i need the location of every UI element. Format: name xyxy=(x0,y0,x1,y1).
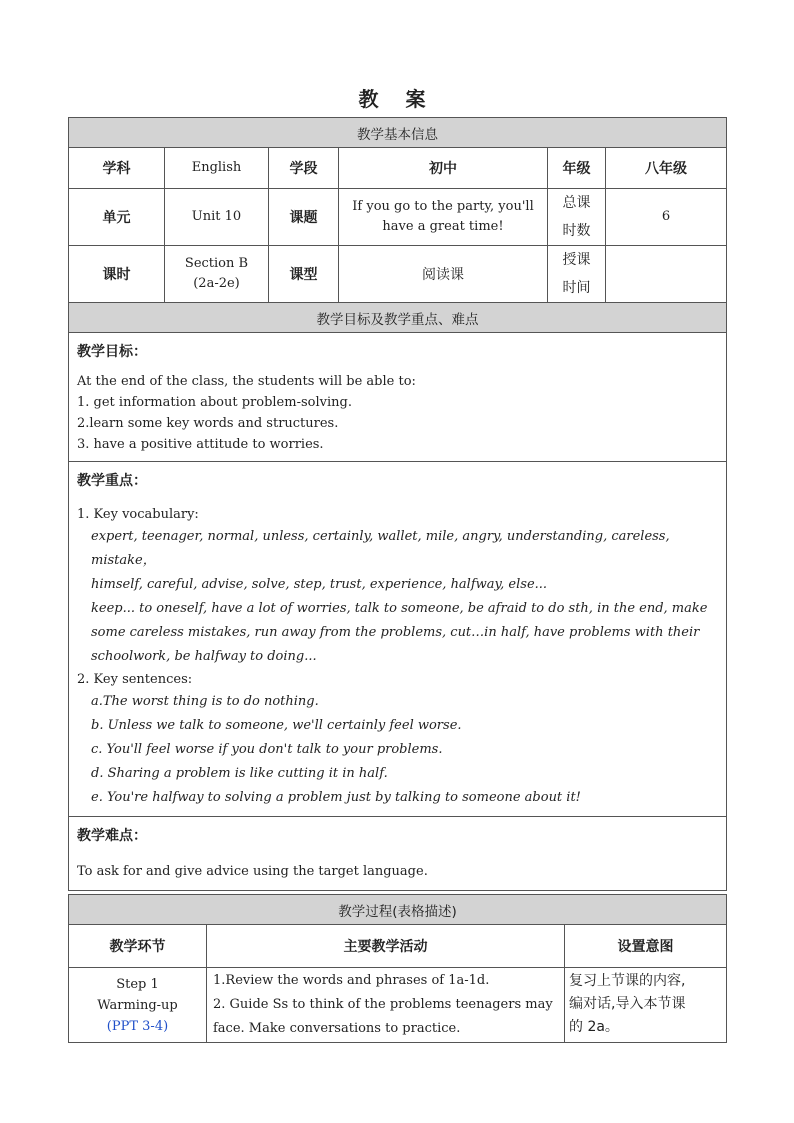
objectives-band: 教学目标及教学重点、难点 xyxy=(69,303,727,333)
stage-value: 初中 xyxy=(339,148,548,189)
period-line-2: (2a-2e) xyxy=(193,276,240,291)
goal-line: 3. have a positive attitude to worries. xyxy=(77,437,324,452)
lesson-type-label: 课型 xyxy=(269,246,339,303)
lesson-plan-table xyxy=(68,117,727,891)
key-points-section xyxy=(69,462,727,817)
lesson-type-value: 阅读课 xyxy=(339,246,548,303)
difficulties-section xyxy=(69,817,727,891)
process-header-purpose: 设置意图 xyxy=(565,925,727,968)
vocab-line: schoolwork, be halfway to doing... xyxy=(91,649,317,664)
total-hours-label xyxy=(548,189,606,246)
subject-label: 学科 xyxy=(69,148,165,189)
topic-line-1: If you go to the party, you'll xyxy=(352,199,534,214)
vocab-label: 1. Key vocabulary: xyxy=(77,507,199,522)
vocab-line: keep... to oneself, have a lot of worries, talk to someone, be afraid to do sth, in the end, make xyxy=(91,601,708,616)
purpose-line: 复习上节课的内容, xyxy=(569,973,686,989)
difficulties-heading: 教学难点： xyxy=(77,828,147,844)
key-points-heading: 教学重点： xyxy=(77,473,147,489)
goal-line: At the end of the class, the students will be able to: xyxy=(77,374,416,389)
activity-line: 1.Review the words and phrases of 1a-1d. xyxy=(213,973,490,988)
purpose-line: 编对话,导入本节课 xyxy=(569,996,686,1012)
key-sentence: b. Unless we talk to someone, we'll certainly feel worse. xyxy=(91,718,462,733)
period-label: 课时 xyxy=(69,246,165,303)
step-cell xyxy=(69,968,207,1043)
goal-line: 1. get information about problem-solving. xyxy=(77,395,352,410)
topic-line-2: have a great time! xyxy=(382,219,504,234)
step-ppt-ref: (PPT 3-4) xyxy=(106,1019,169,1034)
step-number: Step 1 xyxy=(116,977,159,992)
key-sentence: d. Sharing a problem is like cutting it in half. xyxy=(91,766,388,781)
class-time-value xyxy=(606,246,727,303)
process-band: 教学过程(表格描述) xyxy=(69,895,727,925)
period-value xyxy=(165,246,269,303)
teaching-goals-heading: 教学目标： xyxy=(77,344,147,360)
activity-cell xyxy=(207,968,565,1043)
purpose-line: 的 2a。 xyxy=(569,1019,619,1035)
grade-value: 八年级 xyxy=(606,148,727,189)
basic-info-band: 教学基本信息 xyxy=(69,118,727,148)
vocab-line: expert, teenager, normal, unless, certainly, wallet, mile, angry, understanding, careless, mistake， xyxy=(91,529,670,568)
unit-label: 单元 xyxy=(69,189,165,246)
goal-line: 2.learn some key words and structures. xyxy=(77,416,339,431)
time-label-line-2: 时间 xyxy=(562,280,591,296)
activity-line: 2. Guide Ss to think of the problems teenagers may xyxy=(213,997,553,1012)
step-name: Warming-up xyxy=(97,998,178,1013)
key-sentence: a.The worst thing is to do nothing. xyxy=(91,694,319,709)
total-hours-value: 6 xyxy=(606,189,727,246)
difficulty-line: To ask for and give advice using the target language. xyxy=(77,864,428,879)
stage-label: 学段 xyxy=(269,148,339,189)
subject-value: English xyxy=(165,148,269,189)
key-sentence: e. You're halfway to solving a problem just by talking to someone about it! xyxy=(91,790,581,805)
teaching-process-table xyxy=(68,894,727,1043)
topic-value xyxy=(339,189,548,246)
teaching-goals-section xyxy=(69,333,727,462)
document-title: 教 案 xyxy=(358,87,436,111)
activity-line: face. Make conversations to practice. xyxy=(213,1021,461,1036)
total-label-line-2: 时数 xyxy=(562,223,591,239)
vocab-line: some careless mistakes, run away from the problems, cut…in half, have problems with their xyxy=(91,625,700,640)
unit-value: Unit 10 xyxy=(165,189,269,246)
process-header-activity: 主要教学活动 xyxy=(207,925,565,968)
sentences-label: 2. Key sentences: xyxy=(77,672,193,687)
vocab-line: himself, careful, advise, solve, step, trust, experience, halfway, else... xyxy=(91,577,548,592)
topic-label: 课题 xyxy=(269,189,339,246)
total-label-line-1: 总课 xyxy=(562,195,591,211)
purpose-cell xyxy=(565,968,727,1043)
time-label-line-1: 授课 xyxy=(562,252,591,268)
grade-label: 年级 xyxy=(548,148,606,189)
process-header-step: 教学环节 xyxy=(69,925,207,968)
period-line-1: Section B xyxy=(184,256,249,271)
key-sentence: c. You'll feel worse if you don't talk to your problems. xyxy=(91,742,443,757)
class-time-label xyxy=(548,246,606,303)
